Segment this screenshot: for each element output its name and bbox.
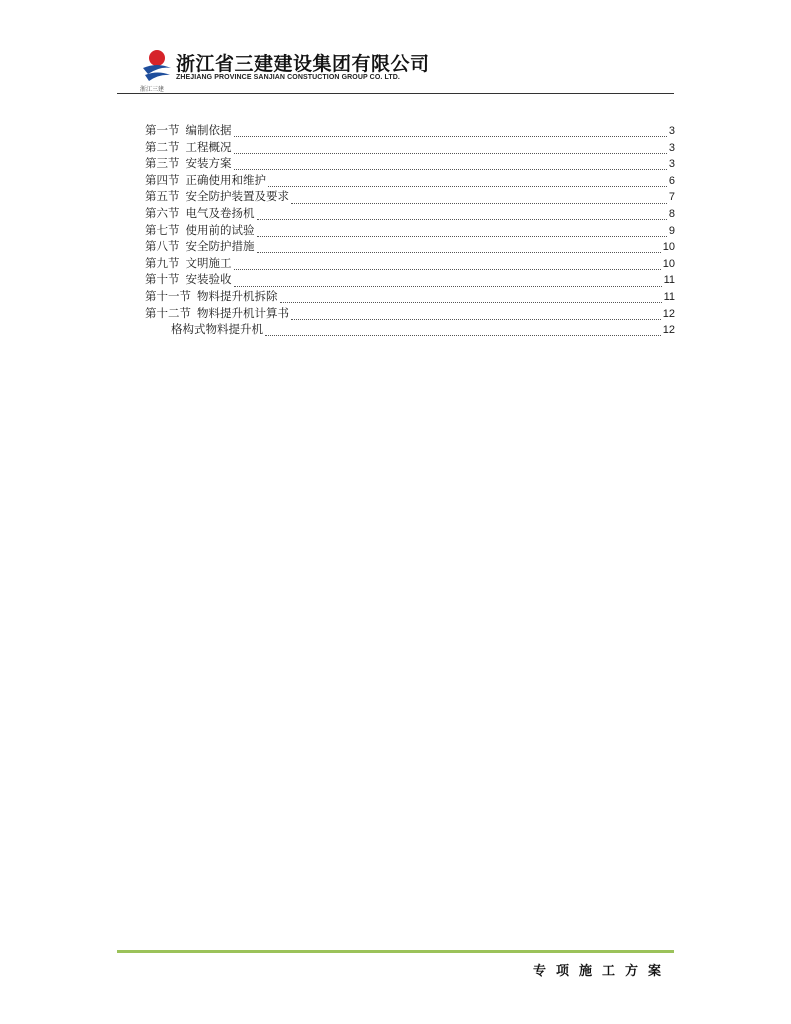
toc-dot-leader: [280, 292, 662, 303]
toc-entry[interactable]: [145, 155, 675, 172]
toc-entry-title: 格构式物料提升机: [171, 322, 263, 337]
toc-entry[interactable]: [145, 222, 675, 239]
toc-dot-leader: [291, 193, 667, 204]
toc-entry-page: 9: [668, 224, 675, 237]
logo-caption: 浙江三建: [140, 86, 165, 93]
company-name-cn: 浙江省三建建设集团有限公司: [176, 53, 430, 75]
toc-entry-page: 3: [668, 141, 675, 154]
toc-entry-page: 11: [663, 290, 675, 303]
toc-entry-page: 7: [668, 191, 675, 204]
toc-entry-number: 第九节: [145, 255, 180, 270]
toc-entry-number: 第三节: [145, 156, 180, 171]
toc-entry[interactable]: [145, 238, 675, 255]
toc-dot-leader: [291, 309, 661, 320]
toc-entry-number: 第六节: [145, 205, 180, 220]
toc-entry[interactable]: [145, 172, 675, 189]
toc-entry-number: 第十节: [145, 272, 180, 287]
toc-dot-leader: [257, 242, 661, 253]
header-divider: [117, 93, 674, 94]
toc-dot-leader: [257, 226, 667, 237]
company-name-en: ZHEJIANG PROVINCE SANJIAN CONSTUCTION GROUP CO. LTD.: [176, 74, 400, 81]
toc-entry-number: 第十二节: [145, 305, 191, 320]
toc-entry-title: 编制依据: [185, 123, 232, 137]
table-of-contents: [145, 122, 675, 338]
toc-dot-leader: [268, 176, 667, 187]
toc-entry-page: 3: [668, 125, 675, 137]
toc-dot-leader: [234, 159, 667, 170]
toc-entry-title: 安全防护装置及要求: [185, 189, 289, 204]
toc-entry[interactable]: [145, 305, 675, 322]
toc-entry-title: 电气及卷扬机: [185, 205, 255, 220]
toc-entry-number: 第八节: [145, 239, 180, 254]
toc-entry-number: 第二节: [145, 139, 180, 154]
toc-entry-title: 安装方案: [185, 156, 232, 171]
toc-entry-number: 第十一节: [145, 288, 191, 303]
toc-entry[interactable]: [145, 288, 675, 305]
toc-entry-title: 工程概况: [185, 139, 232, 154]
toc-entry-page: 10: [662, 241, 675, 254]
toc-entry-title: 文明施工: [185, 255, 232, 270]
toc-entry-page: 10: [662, 257, 675, 270]
toc-entry[interactable]: [145, 321, 675, 338]
toc-dot-leader: [234, 126, 667, 137]
toc-entry-page: 6: [668, 174, 675, 187]
toc-entry-title: 物料提升机计算书: [197, 305, 289, 320]
toc-dot-leader: [234, 276, 662, 287]
toc-entry-page: 12: [662, 307, 675, 320]
toc-dot-leader: [234, 143, 667, 154]
toc-dot-leader: [265, 325, 661, 336]
toc-entry[interactable]: [145, 122, 675, 139]
toc-entry-number: 第五节: [145, 189, 180, 204]
toc-entry[interactable]: [145, 271, 675, 288]
company-logo-icon: [140, 48, 174, 88]
toc-entry-title: 安装验收: [185, 272, 232, 287]
toc-entry[interactable]: [145, 188, 675, 205]
toc-entry-page: 11: [663, 274, 675, 287]
toc-entry-number: 第一节: [145, 123, 180, 137]
toc-entry[interactable]: [145, 205, 675, 222]
toc-entry-page: 8: [668, 207, 675, 220]
toc-entry[interactable]: [145, 139, 675, 156]
footer-title: 专项施工方案: [532, 964, 671, 979]
toc-entry-title: 物料提升机拆除: [197, 288, 278, 303]
footer-divider: [117, 950, 674, 953]
toc-entry-number: 第四节: [145, 172, 180, 187]
toc-entry-title: 使用前的试验: [185, 222, 255, 237]
page-header: [0, 0, 791, 100]
toc-entry[interactable]: [145, 255, 675, 272]
toc-dot-leader: [257, 209, 667, 220]
toc-entry-title: 安全防护措施: [185, 239, 255, 254]
toc-entry-page: 12: [662, 324, 675, 337]
toc-entry-number: 第七节: [145, 222, 180, 237]
toc-dot-leader: [234, 259, 661, 270]
toc-entry-title: 正确使用和维护: [185, 172, 266, 187]
toc-entry-page: 3: [668, 158, 675, 171]
